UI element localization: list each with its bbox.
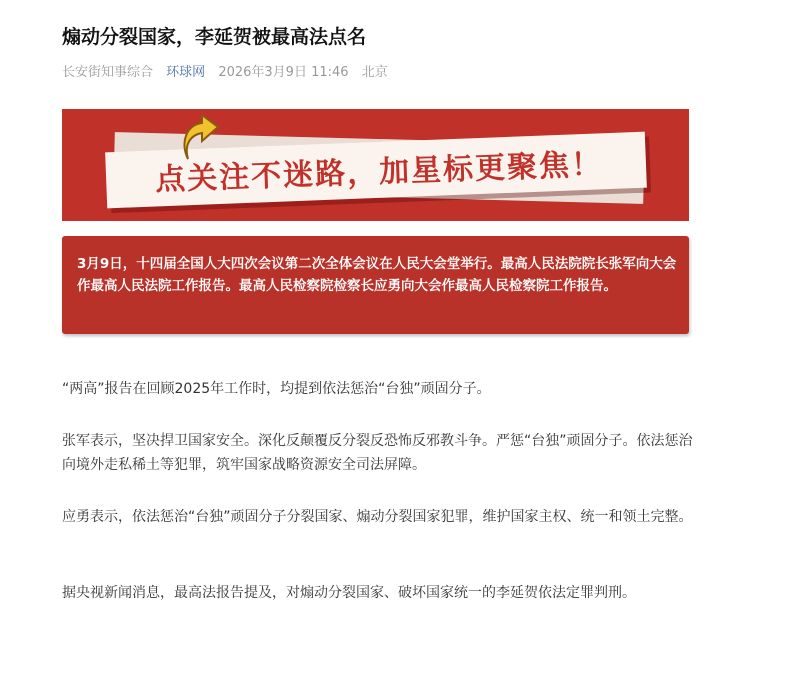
publish-location: 北京 (361, 65, 388, 80)
author-label: 长安街知事综合 (62, 65, 154, 80)
publish-time: 2026年3月9日 11:46 (218, 65, 349, 80)
summary-box (62, 236, 689, 334)
follow-banner[interactable] (62, 109, 689, 221)
paragraph-1: “两高”报告在回顾2025年工作时，均提到依法惩治“台独”顽固分子。 (62, 381, 491, 397)
banner-slogan: 点关注不迷路，加星标更聚焦！ (154, 147, 604, 198)
paragraph-3: 应勇表示，依法惩治“台独”顽固分子分裂国家、煽动分裂国家犯罪，维护国家主权、统一和领土完整。 (62, 509, 693, 525)
article-title: 煽动分裂国家，李延贺被最高法点名 (62, 26, 367, 48)
article-meta (62, 61, 397, 80)
paragraph-2: 张军表示，坚决捍卫国家安全。深化反颠覆反分裂反恐怖反邪教斗争。严惩“台独”顽固分子。依法惩治向境外走私稀土等犯罪，筑牢国家战略资源安全司法屏障。 (62, 433, 693, 473)
summary-text: 3月9日，十四届全国人大四次会议第二次全体会议在人民大会堂举行。最高人民法院院长张军向大会作最高人民法院工作报告。最高人民检察院检察长应勇向大会作最高人民检察院工作报告。 (77, 256, 677, 294)
paragraph-4: 据央视新闻消息，最高法报告提及，对煽动分裂国家、破坏国家统一的李延贺依法定罪判刑。 (62, 585, 636, 601)
source-link[interactable]: 环球网 (166, 65, 206, 80)
